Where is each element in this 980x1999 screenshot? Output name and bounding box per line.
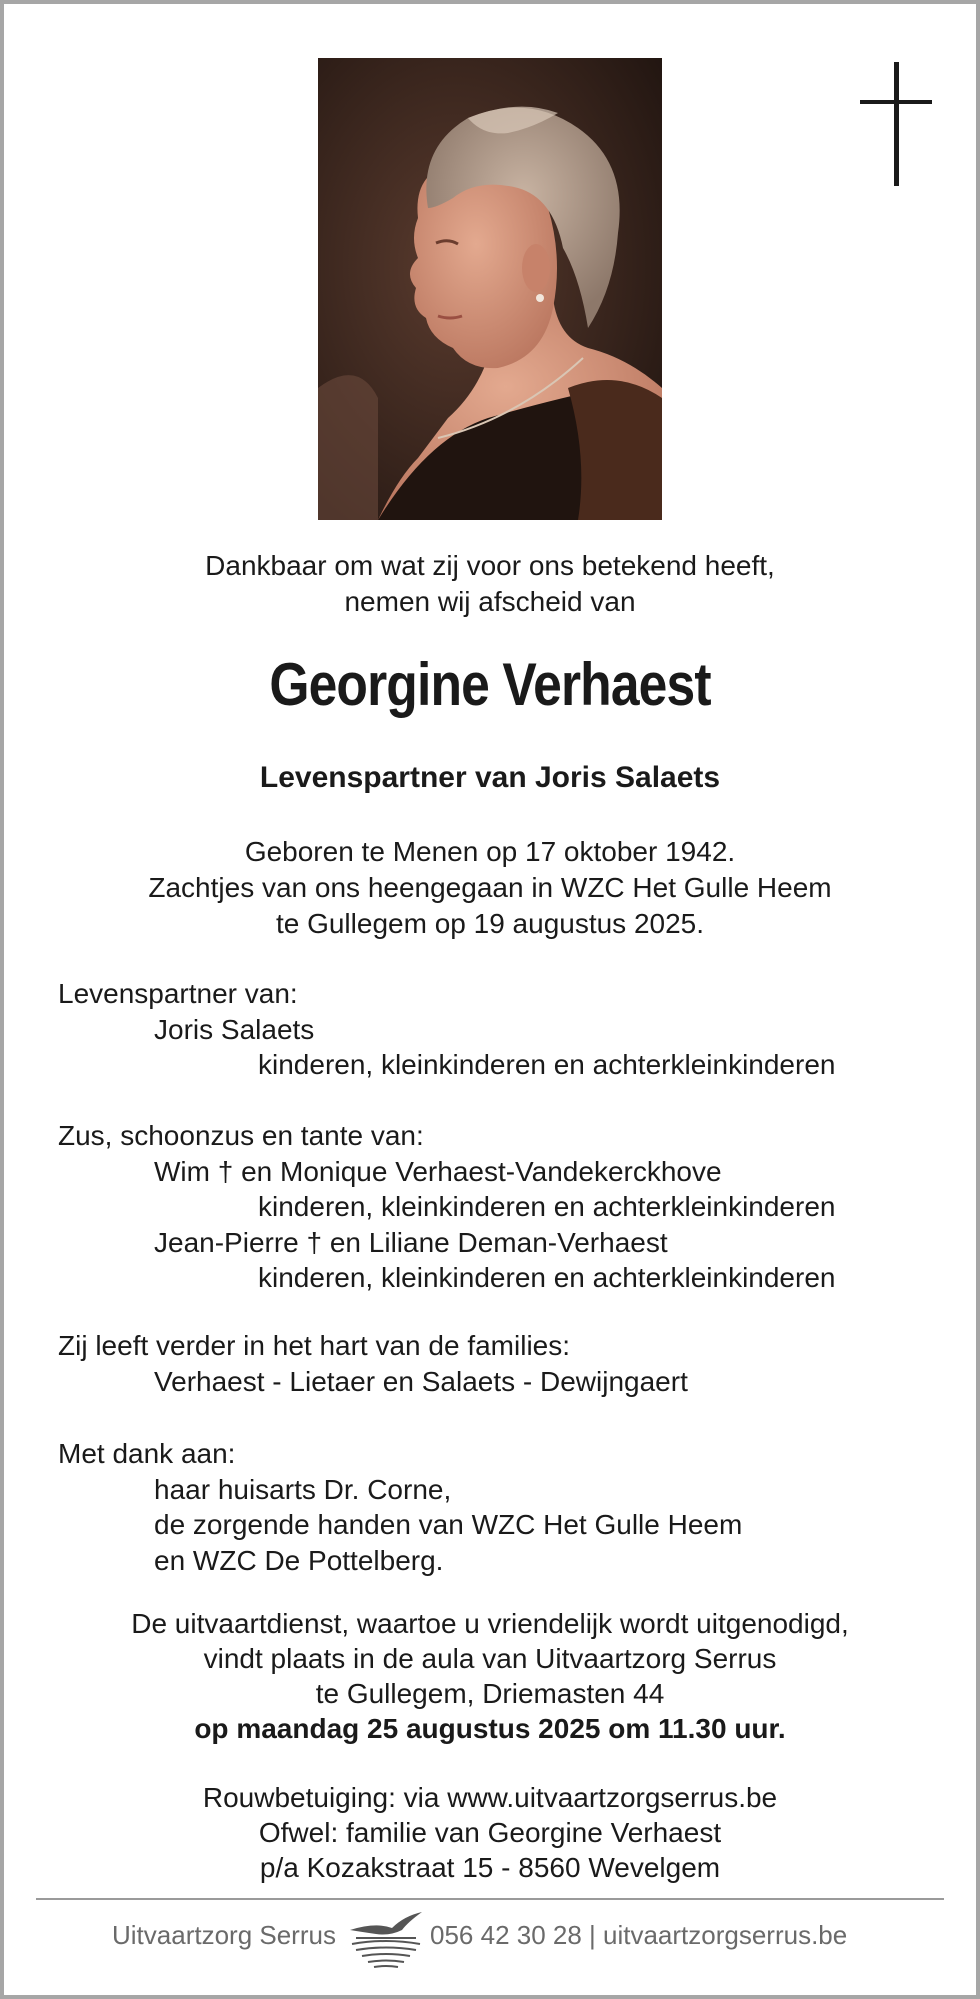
thanks-line: en WZC De Pottelberg. (154, 1544, 444, 1576)
business-name: Uitvaartzorg Serrus (112, 1920, 336, 1950)
cross-horizontal-bar (860, 100, 932, 104)
intro-line: Dankbaar om wat zij voor ons betekend heeft, (205, 550, 775, 581)
service-line: te Gullegem, Driemasten 44 (315, 1678, 665, 1709)
thanks-line: haar huisarts Dr. Corne, (154, 1473, 452, 1505)
family-member: Wim † en Monique Verhaest-Vandekerckhove (154, 1155, 722, 1187)
service-line: De uitvaartdienst, waartoe u vriendelijk wordt uitgenodigd, (131, 1608, 849, 1639)
section-siblings (58, 1118, 835, 1296)
section-heading: Levenspartner van: (58, 978, 298, 1009)
section-families (58, 1328, 688, 1399)
bird-over-waves-logo (346, 1908, 426, 1970)
section-heading: Met dank aan: (58, 1438, 236, 1469)
info-line: te Gullegem op 19 augustus 2025. (275, 908, 705, 939)
condolence-line: Rouwbetuiging: via www.uitvaartzorgserrus.be (202, 1782, 778, 1813)
footer (0, 1906, 980, 1970)
section-partner (58, 976, 835, 1083)
family-descendants: kinderen, kleinkinderen en achterkleinkinderen (258, 1049, 836, 1080)
intro-text (0, 548, 980, 620)
thanks-line: de zorgende handen van WZC Het Gulle Heem (154, 1509, 743, 1540)
section-heading: Zij leeft verder in het hart van de families: (58, 1330, 571, 1361)
partner-line: Levenspartner van Joris Salaets (259, 761, 721, 794)
service-date: op maandag 25 augustus 2025 om 11.30 uur. (194, 1713, 786, 1744)
funeral-service-info (0, 1606, 980, 1746)
condolence-line: p/a Kozakstraat 15 - 8560 Wevelgem (259, 1852, 721, 1883)
family-descendants: kinderen, kleinkinderen en achterkleinkinderen (258, 1191, 836, 1222)
cross-icon (860, 62, 932, 186)
portrait-photo (318, 58, 662, 520)
intro-line: nemen wij afscheid van (344, 586, 636, 617)
deceased-name: Georgine Verhaest (269, 651, 711, 718)
family-descendants: kinderen, kleinkinderen en achterkleinkinderen (258, 1262, 836, 1293)
service-line: vindt plaats in de aula van Uitvaartzorg Serrus (203, 1643, 777, 1674)
family-member: Jean-Pierre † en Liliane Deman-Verhaest (154, 1226, 668, 1258)
footer-divider (36, 1898, 944, 1900)
info-line: Zachtjes van ons heengegaan in WZC Het Gulle Heem (148, 872, 832, 903)
condolences-info (0, 1780, 980, 1885)
info-line: Geboren te Menen op 17 oktober 1942. (244, 836, 736, 867)
section-thanks (58, 1436, 742, 1578)
portrait-illustration (318, 58, 662, 520)
condolence-line: Ofwel: familie van Georgine Verhaest (258, 1817, 722, 1848)
cross-vertical-bar (894, 62, 899, 186)
contact-info: 056 42 30 28 | uitvaartzorgserrus.be (430, 1920, 848, 1950)
section-heading: Zus, schoonzus en tante van: (58, 1120, 424, 1151)
family-member: Joris Salaets (154, 1013, 315, 1045)
birth-death-info (0, 834, 980, 942)
family-names: Verhaest - Lietaer en Salaets - Dewijngaert (154, 1365, 688, 1397)
